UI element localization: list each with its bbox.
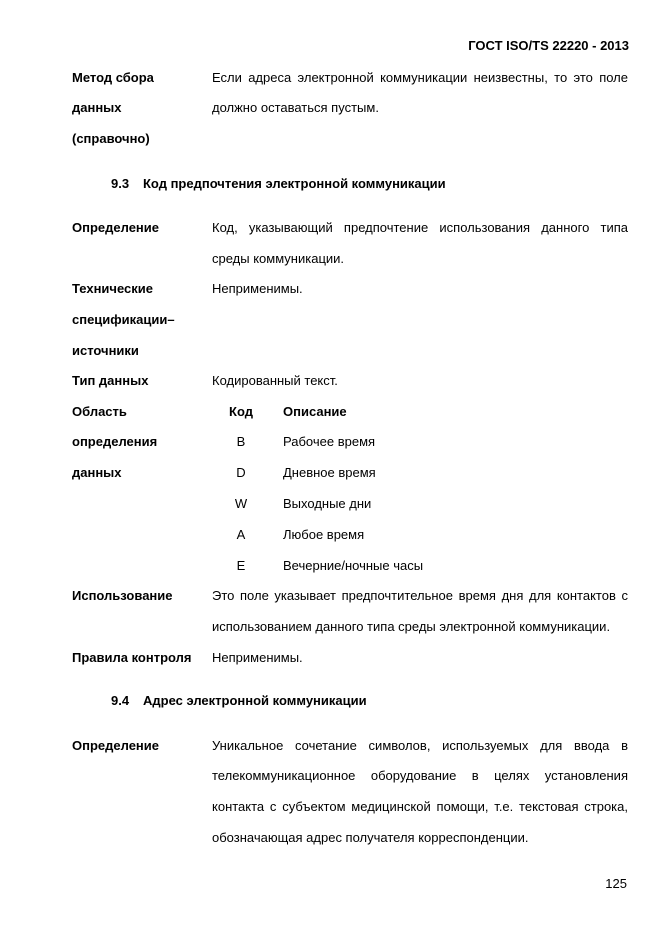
description-cell: Дневное время bbox=[283, 465, 376, 480]
document-id: ГОСТ ISO/TS 22220 - 2013 bbox=[468, 38, 629, 53]
code-cell: D bbox=[236, 465, 246, 480]
field-label-definition: Определение bbox=[72, 220, 160, 235]
code-cell: E bbox=[236, 558, 246, 573]
field-label-definition: Определение bbox=[72, 738, 160, 753]
field-text-usage: Это поле указывает предпочтительное время дня для контактов с bbox=[212, 588, 628, 603]
field-label-datatype: Тип данных bbox=[72, 373, 149, 388]
code-cell: A bbox=[236, 527, 246, 542]
field-label-usage: Использование bbox=[72, 588, 173, 603]
section-number: 9.3 bbox=[111, 176, 130, 191]
field-text-definition: Уникальное сочетание символов, используемых для ввода в bbox=[212, 738, 628, 753]
field-label-collection-method-3: (справочно) bbox=[72, 131, 150, 146]
description-column-header: Описание bbox=[283, 404, 347, 419]
field-label-specs-3: источники bbox=[72, 343, 139, 358]
description-cell: Любое время bbox=[283, 527, 365, 542]
description-cell: Выходные дни bbox=[283, 496, 372, 511]
code-column-header: Код bbox=[229, 404, 253, 419]
field-label-domain: Область bbox=[72, 404, 127, 419]
field-label-collection-method-2: данных bbox=[72, 100, 122, 115]
page-number: 125 bbox=[605, 876, 627, 891]
field-text-rules: Неприменимы. bbox=[212, 650, 303, 665]
field-label-specs-2: спецификации– bbox=[72, 312, 175, 327]
description-cell: Вечерние/ночные часы bbox=[283, 558, 424, 573]
field-text-definition-2: телекоммуникационное оборудование в целях установления bbox=[212, 768, 628, 783]
field-label-collection-method: Метод сбора bbox=[72, 70, 154, 85]
field-text-definition-2: среды коммуникации. bbox=[212, 251, 345, 266]
section-title: Код предпочтения электронной коммуникации bbox=[143, 176, 446, 191]
field-label-domain-2: определения bbox=[72, 434, 158, 449]
code-cell: W bbox=[234, 496, 248, 511]
field-label-domain-3: данных bbox=[72, 465, 122, 480]
field-text-datatype: Кодированный текст. bbox=[212, 373, 338, 388]
field-text-definition-4: обозначающая адрес получателя корреспонденции. bbox=[212, 830, 529, 845]
field-text-collection-method: Если адреса электронной коммуникации неизвестны, то это поле bbox=[212, 70, 628, 85]
section-number: 9.4 bbox=[111, 693, 130, 708]
field-label-rules: Правила контроля bbox=[72, 650, 192, 665]
field-label-specs: Технические bbox=[72, 281, 153, 296]
field-text-usage-2: использованием данного типа среды электронной коммуникации. bbox=[212, 619, 611, 634]
field-text-definition-3: контакта с субъектом медицинской помощи, т.е. текстовая строка, bbox=[212, 799, 628, 814]
description-cell: Рабочее время bbox=[283, 434, 376, 449]
field-text-definition: Код, указывающий предпочтение использования данного типа bbox=[212, 220, 628, 235]
field-text-collection-method-2: должно оставаться пустым. bbox=[212, 100, 379, 115]
code-cell: B bbox=[236, 434, 246, 449]
field-text-specs: Неприменимы. bbox=[212, 281, 303, 296]
section-title: Адрес электронной коммуникации bbox=[143, 693, 367, 708]
